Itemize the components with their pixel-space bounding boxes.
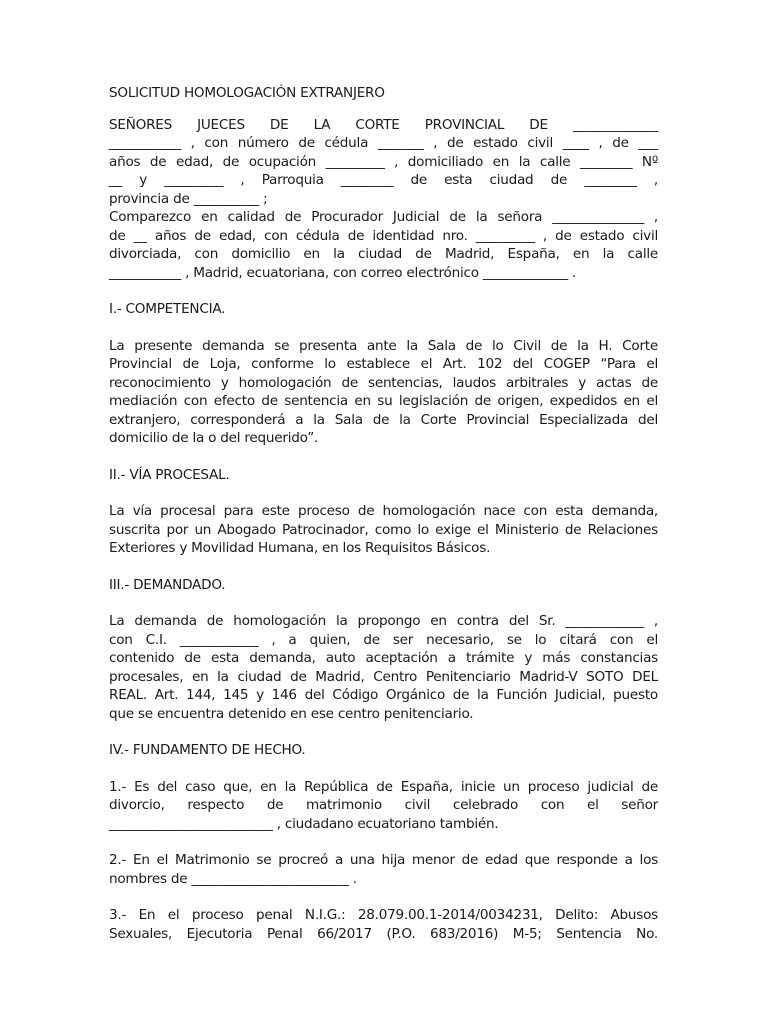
document-body [109,84,658,961]
paragraph-line: mediación con efecto de sentencia en su legislación de origen, expedidos en el [109,393,658,409]
paragraph-line: que se encuentra detenido en ese centro penitenciario. [109,705,474,722]
paragraph-line: divorcio, respecto de matrimonio civil celebrado con el señor [109,797,658,813]
intro-line: SEÑORES JUECES DE LA CORTE PROVINCIAL DE _____________ [109,116,658,133]
section-heading-via-procesal: II.- VÍA PROCESAL. [109,466,230,483]
fact-2-paragraph [109,851,658,888]
paragraph-line: La presente demanda se presenta ante la Sala de lo Civil de la H. Corte [109,337,658,354]
paragraph-line: 1.- Es del caso que, en la República de España, inicie un proceso judicial de [109,778,658,795]
paragraph-line: Exteriores y Movilidad Humana, en los Requisitos Básicos. [109,540,491,556]
fact-3-paragraph [109,906,658,943]
paragraph-line: Sexuales, Ejecutoria Penal 66/2017 (P.O. 683/2016) M-5; Sentencia No. [109,925,658,942]
paragraph-line: _________________________ , ciudadano ecuatoriano también. [109,815,499,832]
paragraph-line: nombres de ________________________ . [109,870,357,887]
paragraph-line: 3.- En el proceso penal N.I.G.: 28.079.00.1-2014/0034231, Delito: Abusos [109,907,658,923]
paragraph-line: con C.I. ____________ , a quien, de ser necesario, se lo citará con el [109,631,658,648]
intro-paragraph [109,116,658,283]
paragraph-line: REAL. Art. 144, 145 y 146 del Código Orgánico de la Función Judicial, puesto [109,687,658,703]
intro-line: Comparezco en calidad de Procurador Judicial de la señora ______________ , [109,209,658,225]
document-title: SOLICITUD HOMOLOGACIÓN EXTRANJERO [109,85,385,101]
via-procesal-paragraph [109,502,658,558]
paragraph-line: suscrita por un Abogado Patrocinador, como lo exige el Ministerio de Relaciones [109,521,658,538]
section-heading-competencia: I.- COMPETENCIA. [109,301,226,317]
section-heading-demandado: III.- DEMANDADO. [109,576,226,593]
paragraph-line: extranjero, corresponderá a la Sala de la Corte Provincial Especializada del [109,411,658,428]
intro-line: años de edad, de ocupación _________ , domiciliado en la calle ________ Nº [109,153,658,170]
intro-line: divorciada, con domicilio en la ciudad de Madrid, España, en la calle [109,246,658,262]
intro-line: de __ años de edad, con cédula de identidad nro. _________ , de estado civil [109,227,658,244]
paragraph-line: Provincial de Loja, conforme lo establece el Art. 102 del COGEP “Para el [109,356,658,372]
intro-line: ___________ , Madrid, ecuatoriana, con correo electrónico _____________ . [109,264,577,281]
paragraph-line: procesales, en la ciudad de Madrid, Centro Penitenciario Madrid-V SOTO DEL [109,668,658,685]
intro-line: __ y _________ , Parroquia ________ de esta ciudad de ________ , [109,172,658,188]
competencia-paragraph [109,337,658,448]
paragraph-line: domicilio de la o del requerido”. [109,430,319,446]
paragraph-line: 2.- En el Matrimonio se procreó a una hija menor de edad que responde a los [109,852,658,868]
paragraph-line: reconocimiento y homologación de sentencias, laudos arbitrales y actas de [109,374,658,391]
paragraph-line: La vía procesal para este proceso de homologación nace con esta demanda, [109,503,658,519]
paragraph-line: contenido de esta demanda, auto aceptación a trámite y más constancias [109,650,658,666]
demandado-paragraph [109,612,658,723]
section-heading-fundamento-de-hecho: IV.- FUNDAMENTO DE HECHO. [109,742,306,758]
fact-1-paragraph [109,778,658,834]
intro-line: ___________ , con número de cédula _______ , de estado civil ____ , de ___ [109,135,658,151]
paragraph-line: La demanda de homologación la propongo en contra del Sr. ____________ , [109,613,658,629]
intro-line: provincia de __________ ; [109,190,268,207]
